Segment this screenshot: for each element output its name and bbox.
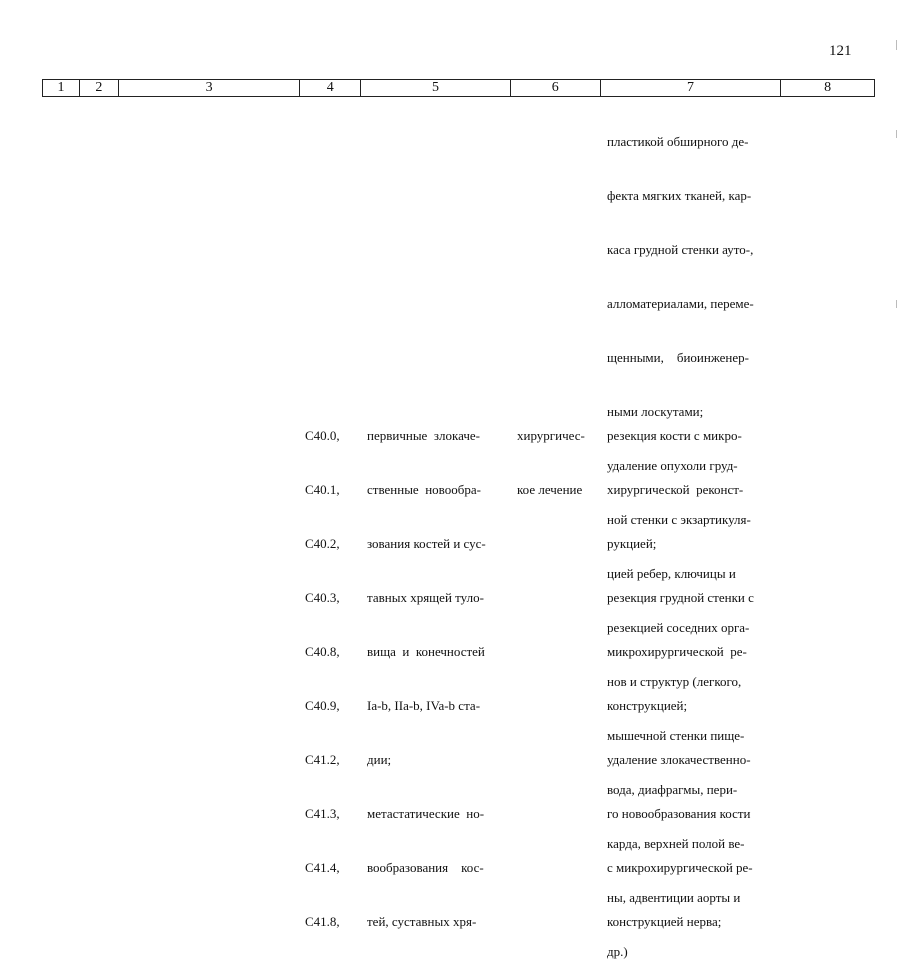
header-cell-8: 8 [824,80,832,95]
text-line: дии; [367,752,392,767]
header-cell-5: 5 [361,80,511,96]
icd-code: C40.9, [305,698,340,713]
text-line: резекция грудной стенки с [607,590,754,605]
text-line: пластикой обширного де- [607,134,749,149]
header-cell-3: 3 [119,80,301,96]
icd-code: C40.8, [305,644,340,659]
text-line: микрохирургической ре- [607,644,747,659]
icd-code: C41.3, [305,806,340,821]
text-line: др.) [607,944,628,959]
text-line: удаление опухоли груд- [607,458,738,473]
text-line: го новообразования кости [607,806,751,821]
text-line: ственные новообра- [367,482,481,497]
text-line: ной стенки с экзартикуля- [607,512,751,527]
text-line: хирургической реконст- [607,482,744,497]
text-line: кое лечение [517,482,583,497]
text-line: фекта мягких тканей, кар- [607,188,752,203]
text-line: тавных хрящей туло- [367,590,484,605]
text-line: рукцией; [607,536,657,551]
icd-code: C41.8, [305,914,340,929]
text-line: щенными, биоинженер- [607,350,749,365]
text-line: резекцией соседних орга- [607,620,750,635]
text-line: ны, адвентиции аорты и [607,890,741,905]
text-line: каса грудной стенки ауто-, [607,242,754,257]
text-line: вода, диафрагмы, пери- [607,782,738,797]
text-line: ными лоскутами; [607,404,704,419]
text-line: конструкцией; [607,698,688,713]
scan-edge-mark [896,40,897,50]
text-line: тей, суставных хря- [367,914,477,929]
header-cell-7: 7 [601,80,782,96]
text-line: метастатические но- [367,806,485,821]
text-line: резекция кости с микро- [607,428,742,443]
scan-edge-mark [896,130,897,138]
icd-code: C40.0, [305,428,340,443]
text-line: карда, верхней полой ве- [607,836,745,851]
row2-col7-treatment-text [607,391,777,949]
text-line: с микрохирургической ре- [607,860,753,875]
text-line: вища и конечностей [367,644,485,659]
row2-col4-icd-codes [305,391,361,949]
text-line: хирургичес- [517,428,585,443]
header-cell-2: 2 [80,80,119,96]
header-cell-6: 6 [511,80,601,96]
page-number: 121 [829,43,852,59]
header-cell-1: 1 [43,80,80,96]
text-line: удаление злокачественно- [607,752,751,767]
icd-code: C40.2, [305,536,340,551]
text-line: Ia-b, IIa-b, IVa-b ста- [367,698,481,713]
text-line: конструкцией нерва; [607,914,722,929]
text-line: мышечной стенки пище- [607,728,745,743]
table-header-row [42,79,875,97]
text-line: алломатериалами, переме- [607,296,754,311]
icd-code: C40.1, [305,482,340,497]
text-line: вообразования кос- [367,860,484,875]
icd-code: C41.2, [305,752,340,767]
header-cell-4: 4 [300,80,361,96]
row2-col5-diagnosis-text [367,391,507,949]
row2-col6-treatment-type [517,391,597,517]
icd-code: C41.4, [305,860,340,875]
icd-code: C40.3, [305,590,340,605]
text-line: цией ребер, ключицы и [607,566,736,581]
scan-edge-mark [896,300,897,308]
text-line: зования костей и сус- [367,536,486,551]
text-line: первичные злокаче- [367,428,480,443]
text-line: нов и структур (легкого, [607,674,742,689]
